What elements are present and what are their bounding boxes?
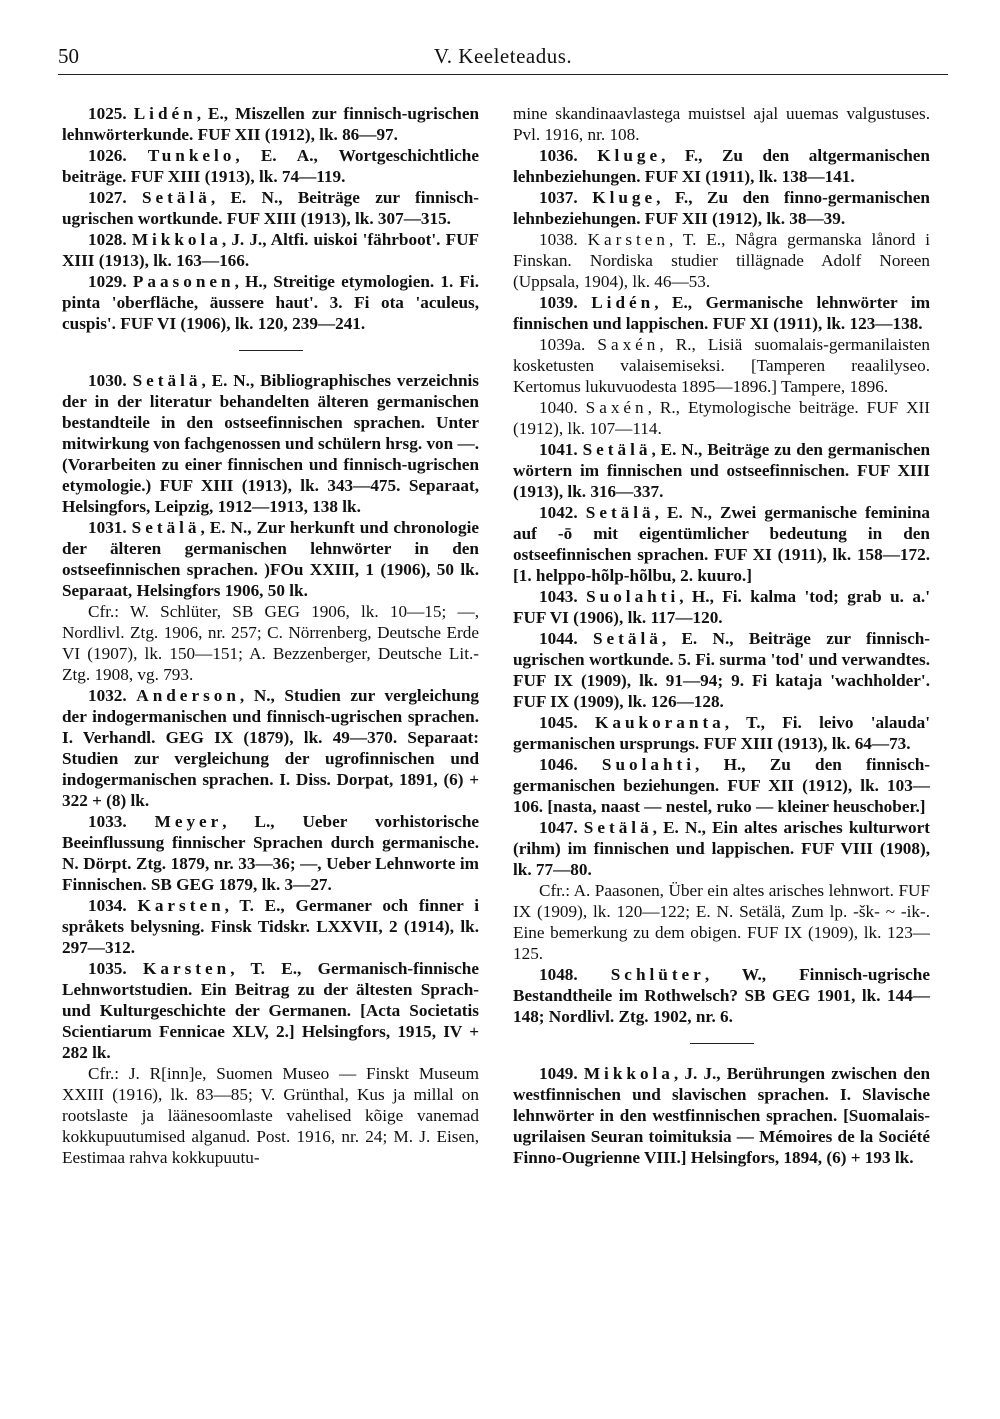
bibliography-entry: 1044. Setälä, E. N., Beiträge zur finnisch-ugrischen wortkunde. 5. Fi. surma 'tod' und verwandtes. FUF IX (1909), lk. 91—94; 9. Fi kataja 'wachholder'. FUF IX (1909), lk. 126—128. [513, 629, 930, 711]
entry-author: Setälä [131, 518, 201, 537]
entry-text: , L., Ueber vorhistorische Beeinflussung finnischer Sprachen durch germanische. N. Dörpt. Ztg. 1879, nr. 33—36; —, Ueber Lehnworte im Finnischen. SB GEG 1879, lk. 3—27. [62, 812, 480, 894]
entry-number: 1045 [539, 713, 574, 732]
entry-number: 1039 [539, 293, 574, 312]
entry-text: , J. J., Berührungen zwischen den westfinnischen und slavischen sprachen. I. Slavische lehnwörter in den westfinnischen sprachen. [Suomalais-ugrilaisen Seuran toimituksia — Mémoires de la Société Finno-Ougrienne VIII.] Helsingfors, 1894, (6) + 193 lk. [513, 1064, 931, 1167]
entry-author: Setälä [132, 371, 202, 390]
bibliography-entry: 1045. Kaukoranta, T., Fi. leivo 'alauda' germanischen ursprungs. FUF XIII (1913), lk. 64—73. [513, 713, 930, 753]
entry-text: , R., Etymologische beiträge. FUF XII (1912), lk. 107—114. [513, 398, 930, 438]
entry-text: , E. N., Beiträge zur finnisch-ugrischen wortkunde. FUF XIII (1913), lk. 307—315. [62, 188, 479, 228]
bibliography-entry: 1025. Lidén, E., Miszellen zur finnisch-ugrischen lehnwörterkunde. FUF XII (1912), lk. 86—97. [62, 104, 480, 144]
entry-author: Kaukoranta [595, 713, 725, 732]
bibliography-entry: 1048. Schlüter, W., Finnisch-ugrische Bestandtheile im Rothwelsch? SB GEG 1901, lk. 144—148; Nordlivl. Ztg. 1902, nr. 6. [513, 965, 930, 1026]
entry-number: 1037 [539, 188, 574, 207]
entry-author: Setälä [585, 503, 655, 522]
bibliography-entry: 1031. Setälä, E. N., Zur herkunft und chronologie der älteren germanischen lehnwörter in den ostseefinnischen sprachen. )FOu XXIII, 1 (1906), 50 lk. Separaat, Helsingfors 1906, 50 lk. [62, 518, 480, 600]
entry-text: , T., Fi. leivo 'alauda' germanischen ursprungs. FUF XIII (1913), lk. 64—73. [513, 713, 930, 753]
entry-author: Saxén [585, 398, 648, 417]
entry-number: 1025 [88, 104, 123, 123]
bibliography-entry [62, 601, 479, 685]
bibliography-entry: 1026. Tunkelo, E. A., Wortgeschichtliche beiträge. FUF XIII (1913), lk. 74—119. [62, 146, 479, 186]
entry-text: Cfr.: J. R[inn]e, Suomen Museo — Finskt Museum XXIII (1916), lk. 83—85; V. Grünthal, Kus ja millal on rootslaste ja läänesoomlaste vahelised kõige vanemad kokkupuutumised alganud. Post. 1916, nr. 24; M. J. Eisen, Eestimaa rahva kokkupuutu- [62, 1064, 479, 1167]
entry-text: Cfr.: A. Paasonen, Über ein altes arisches lehnwort. FUF IX (1909), lk. 120—122; E. N. Setälä, Zum lp. -šk- ~ -ik-. Eine bemerkung zu dem obigen. FUF IX (1909), lk. 123—125. [513, 881, 930, 963]
bibliography-entry: 1037. Kluge, F., Zu den finno-germanischen lehnbeziehungen. FUF XII (1912), lk. 38—39. [513, 188, 930, 228]
entry-text: , E. N., Zwei germanische feminina auf -ō mit eigentümlicher bedeutung in den ostseefinnischen sprachen. FUF XI (1911), lk. 158—172. [1. helppo-hõlp-hõlbu, 2. kuuro.] [513, 503, 930, 585]
entry-text: , J. J., Altfi. uiskoi 'fährboot'. FUF XIII (1913), lk. 163—166. [62, 230, 479, 270]
entry-text: , H., Fi. kalma 'tod; grab u. a.' FUF VI (1906), lk. 117—120. [513, 587, 930, 627]
entry-number: 1040 [539, 398, 574, 417]
entry-author: Lidén [591, 293, 655, 312]
entry-number: 1036 [539, 146, 574, 165]
entry-text: , T. E., Några germanska lånord i Finskan. Nordiska studier tillägnade Adolf Noreen (Uppsala, 1904), lk. 46—53. [513, 230, 931, 291]
entry-author: Setälä [583, 818, 653, 837]
entry-author: Mikkola [583, 1064, 674, 1083]
running-title: V. Keeleteadus. [433, 44, 573, 68]
bibliography-entry: 1043. Suolahti, H., Fi. kalma 'tod; grab u. a.' FUF VI (1906), lk. 117—120. [513, 587, 930, 627]
bibliography-entry: 1039a. Saxén, R., Lisiä suomalais-germanilaisten kosketusten valaisemiseksi. [Tamperen reaalilyseo. Kertomus lukuvuodesta 1895—1896.] Tampere, 1896. [513, 335, 930, 396]
entry-number: 1028 [88, 230, 123, 249]
bibliography-entry: 1033. Meyer, L., Ueber vorhistorische Beeinflussung finnischer Sprachen durch germanische. N. Dörpt. Ztg. 1879, nr. 33—36; —, Ueber Lehnworte im Finnischen. SB GEG 1879, lk. 3—27. [62, 812, 480, 894]
entry-author: Setälä [141, 188, 211, 207]
entry-number: 1035 [88, 959, 123, 978]
entry-author: Kluge [597, 146, 662, 165]
entry-text: , E. N., Bibliographisches verzeichnis der in der literatur behandelten älteren germanischen bestandteile in den ostseefinnischen sprachen. Unter mitwirkung von fachgenossen und schülern hrsg. von —. (Vorarbeiten zu einer finnischen und finnisch-ugrischen etymologie.) FUF XIII (1913), lk. 343—475. Separaat, Helsingfors, Leipzig, 1912—1913, 138 lk. [62, 371, 479, 516]
entry-author: Paasonen [132, 272, 235, 291]
bibliography-entry: 1047. Setälä, E. N., Ein altes arisches kulturwort (rihm) im finnischen und lappischen. FUF VIII (1908), lk. 77—80. [513, 818, 931, 879]
entry-text: , T. E., Germanisch-finnische Lehnwortstudien. Ein Beitrag zu der ältesten Sprach- und Kulturgeschichte der Germanen. [Acta Societatis Scientiarum Fennicae XLV, 2.] Helsingfors, 1915, IV + 282 lk. [62, 959, 479, 1062]
entry-text: , E. N., Beiträge zur finnisch-ugrischen wortkunde. 5. Fi. surma 'tod' und verwandtes. FUF IX (1909), lk. 91—94; 9. Fi kataja 'wachholder'. FUF IX (1909), lk. 126—128. [513, 629, 930, 711]
bibliography-entry: 1027. Setälä, E. N., Beiträge zur finnisch-ugrischen wortkunde. FUF XIII (1913), lk. 307—315. [62, 188, 479, 228]
entry-author: Setälä [582, 440, 652, 459]
right-column [513, 103, 930, 1168]
section-divider [690, 1043, 754, 1044]
entry-text: , F., Zu den altgermanischen lehnbeziehungen. FUF XI (1911), lk. 138—141. [513, 146, 930, 186]
entry-author: Tunkelo [147, 146, 236, 165]
entry-author: Kluge [592, 188, 657, 207]
entry-number: 1031 [88, 518, 123, 537]
entry-text: , E. N., Zur herkunft und chronologie der älteren germanischen lehnwörter in den ostseefinnischen sprachen. )FOu XXIII, 1 (1906), 50 lk. Separaat, Helsingfors 1906, 50 lk. [62, 518, 480, 600]
entry-number: 1047 [539, 818, 574, 837]
entry-number: 1043 [539, 587, 574, 606]
bibliography-entry: 1041. Setälä, E. N., Beiträge zu den germanischen wörtern im finnischen und ostseefinnischen. FUF XIII (1913), lk. 316—337. [513, 440, 931, 501]
entry-number: 1034 [88, 896, 123, 915]
entry-text: , H., Streitige etymologien. 1. Fi. pinta 'oberfläche, äussere haut'. 3. Fi ota 'aculeus, cuspis'. FUF VI (1906), lk. 120, 239—241. [62, 272, 480, 333]
entry-text: , N., Studien zur vergleichung der indogermanischen und finnisch-ugrischen sprachen. I. Verhandl. GEG IX (1879), lk. 49—370. Separaat: Studien zur vergleichung der ugrofinnischen und indogermanischen sprachen. I. Diss. Dorpat, 1891, (6) + 322 + (8) lk. [62, 686, 480, 810]
entry-author: Lidén [133, 104, 197, 123]
entry-author: Saxén [597, 335, 660, 354]
entry-number: 1039a [539, 335, 582, 354]
entry-author: Suolahti [586, 587, 680, 606]
entry-number: 1049 [539, 1064, 574, 1083]
bibliography-entry: 1038. Karsten, T. E., Några germanska lånord i Finskan. Nordiska studier tillägnade Adolf Noreen (Uppsala, 1904), lk. 46—53. [513, 230, 931, 291]
bibliography-entry: 1046. Suolahti, H., Zu den finnisch-germanischen beziehungen. FUF XII (1912), lk. 103—106. [nasta, naast — nestel, ruko — kleiner heuschober.] [513, 755, 930, 816]
entry-number: 1030 [88, 371, 123, 390]
entry-text: , W., Finnisch-ugrische Bestandtheile im Rothwelsch? SB GEG 1901, lk. 144—148; Nordlivl. Ztg. 1902, nr. 6. [513, 965, 930, 1026]
entry-number: 1027 [88, 188, 123, 207]
entry-number: 1029 [88, 272, 123, 291]
entry-number: 1026 [88, 146, 123, 165]
bibliography-entry: 1032. Anderson, N., Studien zur vergleichung der indogermanischen und finnisch-ugrischen sprachen. I. Verhandl. GEG IX (1879), lk. 49—370. Separaat: Studien zur vergleichung der ugrofinnischen und indogermanischen sprachen. I. Diss. Dorpat, 1891, (6) + 322 + (8) lk. [62, 686, 480, 810]
entry-author: Schlüter [610, 965, 705, 984]
page-header [58, 40, 948, 75]
entry-author: Suolahti [601, 755, 696, 774]
entry-author: Karsten [587, 230, 670, 249]
page-number: 50 [58, 44, 79, 68]
entry-number: 1032 [88, 686, 123, 705]
bibliography-entry: 1030. Setälä, E. N., Bibliographisches verzeichnis der in der literatur behandelten älteren germanischen bestandteile in den ostseefinnischen sprachen. Unter mitwirkung von fachgenossen und schülern hrsg. von —. (Vorarbeiten zu einer finnischen und finnisch-ugrischen etymologie.) FUF XIII (1913), lk. 343—475. Separaat, Helsingfors, Leipzig, 1912—1913, 138 lk. [62, 371, 479, 516]
entry-text: Cfr.: W. Schlüter, SB GEG 1906, lk. 10—15; —, Nordlivl. Ztg. 1906, nr. 257; C. Nörrenberg, Deutsche Erde VI (1907), lk. 150—151; A. Bezzenberger, Deutsche Lit.-Ztg. 1908, vg. 793. [62, 602, 479, 684]
bibliography-entry: 1039. Lidén, E., Germanische lehnwörter im finnischen und lappischen. FUF XI (1911), lk. 123—138. [513, 293, 931, 333]
entry-number: 1042 [539, 503, 574, 522]
entry-author: Karsten [142, 959, 231, 978]
entry-text: , E., Germanische lehnwörter im finnischen und lappischen. FUF XI (1911), lk. 123—138. [513, 293, 931, 333]
entry-number: 1041 [539, 440, 574, 459]
entry-number: 1044 [539, 629, 574, 648]
bibliography-entry: 1042. Setälä, E. N., Zwei germanische feminina auf -ō mit eigentümlicher bedeutung in den ostseefinnischen sprachen. FUF XI (1911), lk. 158—172. [1. helppo-hõlp-hõlbu, 2. kuuro.] [513, 503, 930, 585]
bibliography-entry: 1034. Karsten, T. E., Germaner och finner i språkets belysning. Finsk Tidskr. LXXVII, 2 (1914), lk. 297—312. [62, 896, 479, 957]
section-divider [239, 350, 303, 351]
entry-author: Mikkola [131, 230, 222, 249]
entry-author: Karsten [137, 896, 225, 915]
bibliography-entry: 1029. Paasonen, H., Streitige etymologien. 1. Fi. pinta 'oberfläche, äussere haut'. 3. Fi ota 'aculeus, cuspis'. FUF VI (1906), lk. 120, 239—241. [62, 272, 480, 333]
entry-author: Anderson [136, 686, 240, 705]
entry-text: , T. E., Germaner och finner i språkets belysning. Finsk Tidskr. LXXVII, 2 (1914), lk. 297—312. [62, 896, 479, 957]
bibliography-entry: 1049. Mikkola, J. J., Berührungen zwischen den westfinnischen und slavischen sprachen. I. Slavische lehnwörter in den westfinnischen sprachen. [Suomalais-ugrilaisen Seuran toimituksia — Mémoires de la Société Finno-Ougrienne VIII.] Helsingfors, 1894, (6) + 193 lk. [513, 1064, 931, 1167]
entry-text: , E. A., Wortgeschichtliche beiträge. FUF XIII (1913), lk. 74—119. [62, 146, 479, 186]
bibliography-entry [513, 103, 930, 145]
entry-number: 1033 [88, 812, 123, 831]
entry-text: mine skandinaavlastega muistsel ajal uuemas valgustuses. Pvl. 1916, nr. 108. [513, 104, 930, 144]
bibliography-entry: 1028. Mikkola, J. J., Altfi. uiskoi 'fährboot'. FUF XIII (1913), lk. 163—166. [62, 230, 479, 270]
left-column [62, 103, 479, 1168]
entry-text: , H., Zu den finnisch-germanischen beziehungen. FUF XII (1912), lk. 103—106. [nasta, naast — nestel, ruko — kleiner heuschober.] [513, 755, 930, 816]
entry-text: , E. N., Ein altes arisches kulturwort (rihm) im finnischen und lappischen. FUF VIII (1908), lk. 77—80. [513, 818, 931, 879]
bibliography-entry: 1035. Karsten, T. E., Germanisch-finnische Lehnwortstudien. Ein Beitrag zu der ältesten Sprach- und Kulturgeschichte der Germanen. [Acta Societatis Scientiarum Fennicae XLV, 2.] Helsingfors, 1915, IV + 282 lk. [62, 959, 479, 1062]
entry-number: 1046 [539, 755, 574, 774]
entry-number: 1048 [539, 965, 574, 984]
entry-text: , R., Lisiä suomalais-germanilaisten kosketusten valaisemiseksi. [Tamperen reaalilyseo. Kertomus lukuvuodesta 1895—1896.] Tampere, 1896. [513, 335, 930, 396]
bibliography-entry: 1040. Saxén, R., Etymologische beiträge. FUF XII (1912), lk. 107—114. [513, 398, 930, 438]
bibliography-entry [62, 1063, 479, 1168]
bibliography-entry [513, 880, 930, 964]
bibliography-entry: 1036. Kluge, F., Zu den altgermanischen lehnbeziehungen. FUF XI (1911), lk. 138—141. [513, 146, 930, 186]
entry-author: Meyer [154, 812, 223, 831]
entry-author: Setälä [592, 629, 662, 648]
entry-text: , E. N., Beiträge zu den germanischen wörtern im finnischen und ostseefinnischen. FUF XIII (1913), lk. 316—337. [513, 440, 931, 501]
entry-text: , F., Zu den finno-germanischen lehnbeziehungen. FUF XII (1912), lk. 38—39. [513, 188, 930, 228]
entry-text: , E., Miszellen zur finnisch-ugrischen lehnwörterkunde. FUF XII (1912), lk. 86—97. [62, 104, 480, 144]
entry-number: 1038 [539, 230, 574, 249]
